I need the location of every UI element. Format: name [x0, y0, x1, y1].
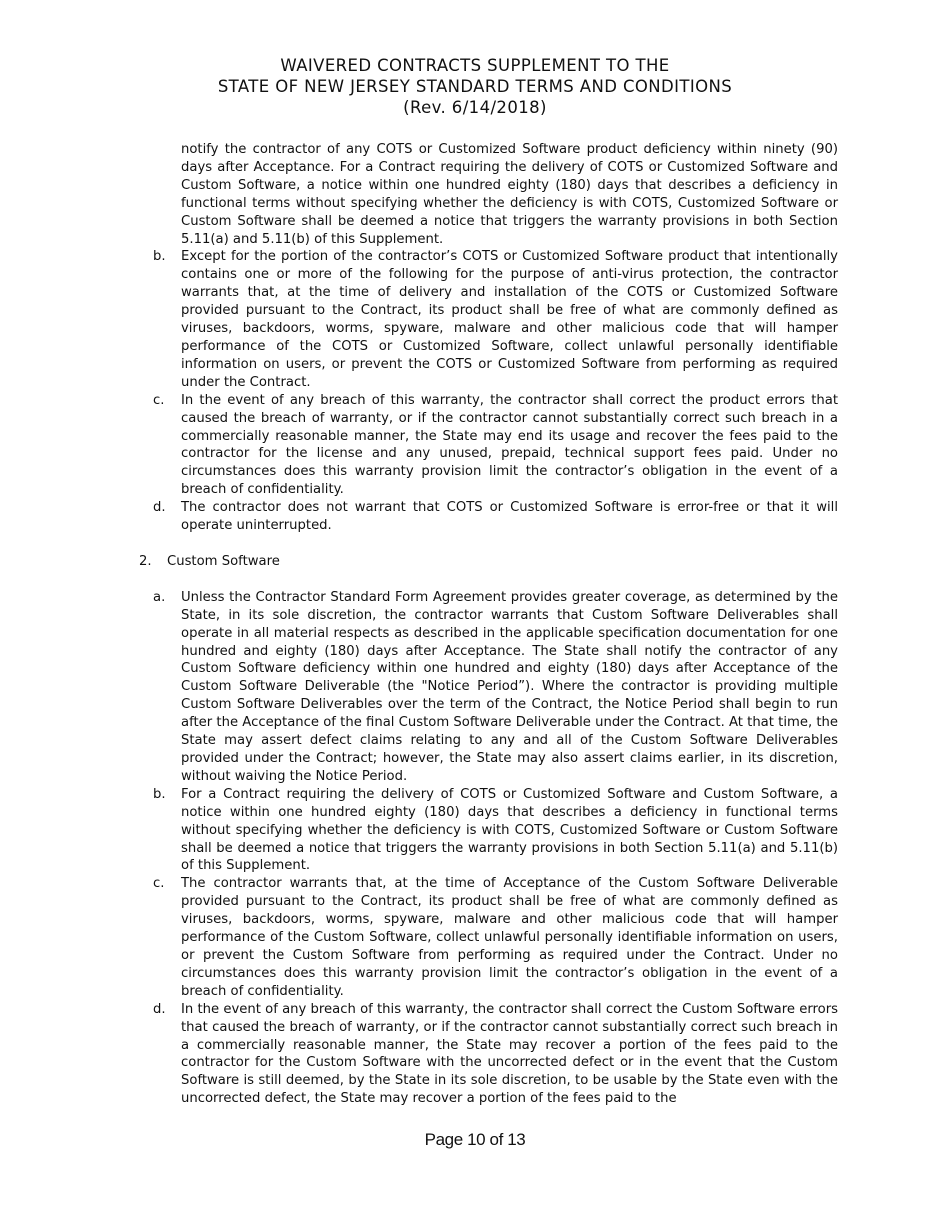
list-item-2c [153, 875, 838, 1000]
list-item-letter: b. [153, 786, 166, 802]
header-title-line2: STATE OF NEW JERSEY STANDARD TERMS AND CONDITIONS [217, 77, 733, 96]
list-item-text: In the event of any breach of this warranty, the contractor shall correct the Custom Software errors that caused the breach of warranty, or if the contractor cannot substantially correct such breach in a commercially reasonable manner, the State may recover a portion of the fees paid to the contractor for the Custom Software with the uncorrected defect or in the event that the Custom Software is still deemed, by the State in its sole discretion, to be usable by the State even with the uncorrected defect, the State may recover a portion of the fees paid to the [181, 1001, 838, 1107]
header-revision: (Rev. 6/14/2018) [403, 98, 547, 117]
list-item-text: The contractor warrants that, at the time of Acceptance of the Custom Software Deliverable provided pursuant to the Contract, its product shall be free of what are commonly defined as viruses, backdoors, worms, spyware, malware and other malicious code that will hamper performance of the Custom Software, collect unlawful personally identifiable information on users, or prevent the Custom Software from performing as required under the Contract. Under no circumstances does this warranty provision limit the contractor’s obligation in the event of a breach of confidentiality. [181, 876, 838, 999]
list-item-letter: c. [153, 392, 165, 408]
section-number: 2. [139, 553, 152, 569]
section-title: Custom Software [167, 553, 280, 569]
list-item-1b [153, 248, 838, 391]
header-title-line1: WAIVERED CONTRACTS SUPPLEMENT TO THE [280, 56, 670, 75]
list-item-2a [153, 589, 838, 786]
list-item-text: In the event of any breach of this warranty, the contractor shall correct the product errors that caused the breach of warranty, or if the contractor cannot substantially correct such breach in a commercially reasonable manner, the State may end its usage and recover the fees paid to the contractor for the license and any unused, prepaid, technical support fees paid. Under no circumstances does this warranty provision limit the contractor’s obligation in the event of a breach of confidentiality. [181, 392, 838, 498]
list-item-text: Except for the portion of the contractor’s COTS or Customized Software product that intentionally contains one or more of the following for the purpose of anti-virus protection, the contractor warrants that, at the time of delivery and installation of the COTS or Customized Software provided pursuant to the Contract, its product shall be free of what are commonly defined as viruses, backdoors, worms, spyware, malware and other malicious code that will hamper performance of the COTS or Customized Software, collect unlawful personally identifiable information on users, or prevent the COTS or Customized Software from performing as required under the Contract. [181, 249, 838, 390]
list-item-letter: d. [153, 500, 166, 516]
paragraph-text: notify the contractor of any COTS or Customized Software product deficiency within ninety (90) days after Acceptance. For a Contract requiring the delivery of COTS or Customized Software and Custom Software, a notice within one hundred eighty (180) days that describes a deficiency in functional terms without specifying whether the deficiency is with COTS, Customized Software or Custom Software shall be deemed a notice that triggers the warranty provisions in both Section 5.11(a) and 5.11(b) of this Supplement. [181, 142, 838, 247]
page-number: Page 10 of 13 [424, 1130, 526, 1149]
list-item-1c [153, 392, 838, 499]
continuation-paragraph [181, 141, 838, 248]
list-item-text: For a Contract requiring the delivery of COTS or Customized Software and Custom Software, a notice within one hundred eighty (180) days that describes a deficiency in functional terms without specifying whether the deficiency is with COTS, Customized Software or Custom Software shall be deemed a notice that triggers the warranty provisions in both Section 5.11(a) and 5.11(b) of this Supplement. [181, 786, 838, 874]
list-item-2b [153, 786, 838, 876]
section-heading-custom-software [139, 553, 950, 571]
list-item-letter: c. [153, 876, 165, 892]
list-item-2d [153, 1001, 838, 1108]
list-item-text: The contractor does not warrant that COTS or Customized Software is error-free or that it will operate uninterrupted. [181, 500, 838, 534]
list-item-letter: b. [153, 249, 166, 265]
list-item-1d [153, 499, 838, 535]
document-body [0, 141, 950, 1108]
list-item-letter: a. [153, 589, 166, 605]
document-header [0, 55, 950, 118]
list-item-text: Unless the Contractor Standard Form Agreement provides greater coverage, as determined by the State, in its sole discretion, the contractor warrants that Custom Software Deliverables shall operate in all material respects as described in the applicable specification documentation for one hundred and eighty (180) days after Acceptance. The State shall notify the contractor of any Custom Software deficiency within one hundred and eighty (180) days after Acceptance of the Custom Software Deliverable (the "Notice Period”). Where the contractor is providing multiple Custom Software Deliverables over the term of the Contract, the Notice Period shall begin to run after the Acceptance of the final Custom Software Deliverable under the Contract. At that time, the State may assert defect claims relating to any and all of the Custom Software Deliverables provided under the Contract; however, the State may also assert claims earlier, in its discretion, without waiving the Notice Period. [181, 589, 838, 784]
list-item-letter: d. [153, 1001, 166, 1017]
